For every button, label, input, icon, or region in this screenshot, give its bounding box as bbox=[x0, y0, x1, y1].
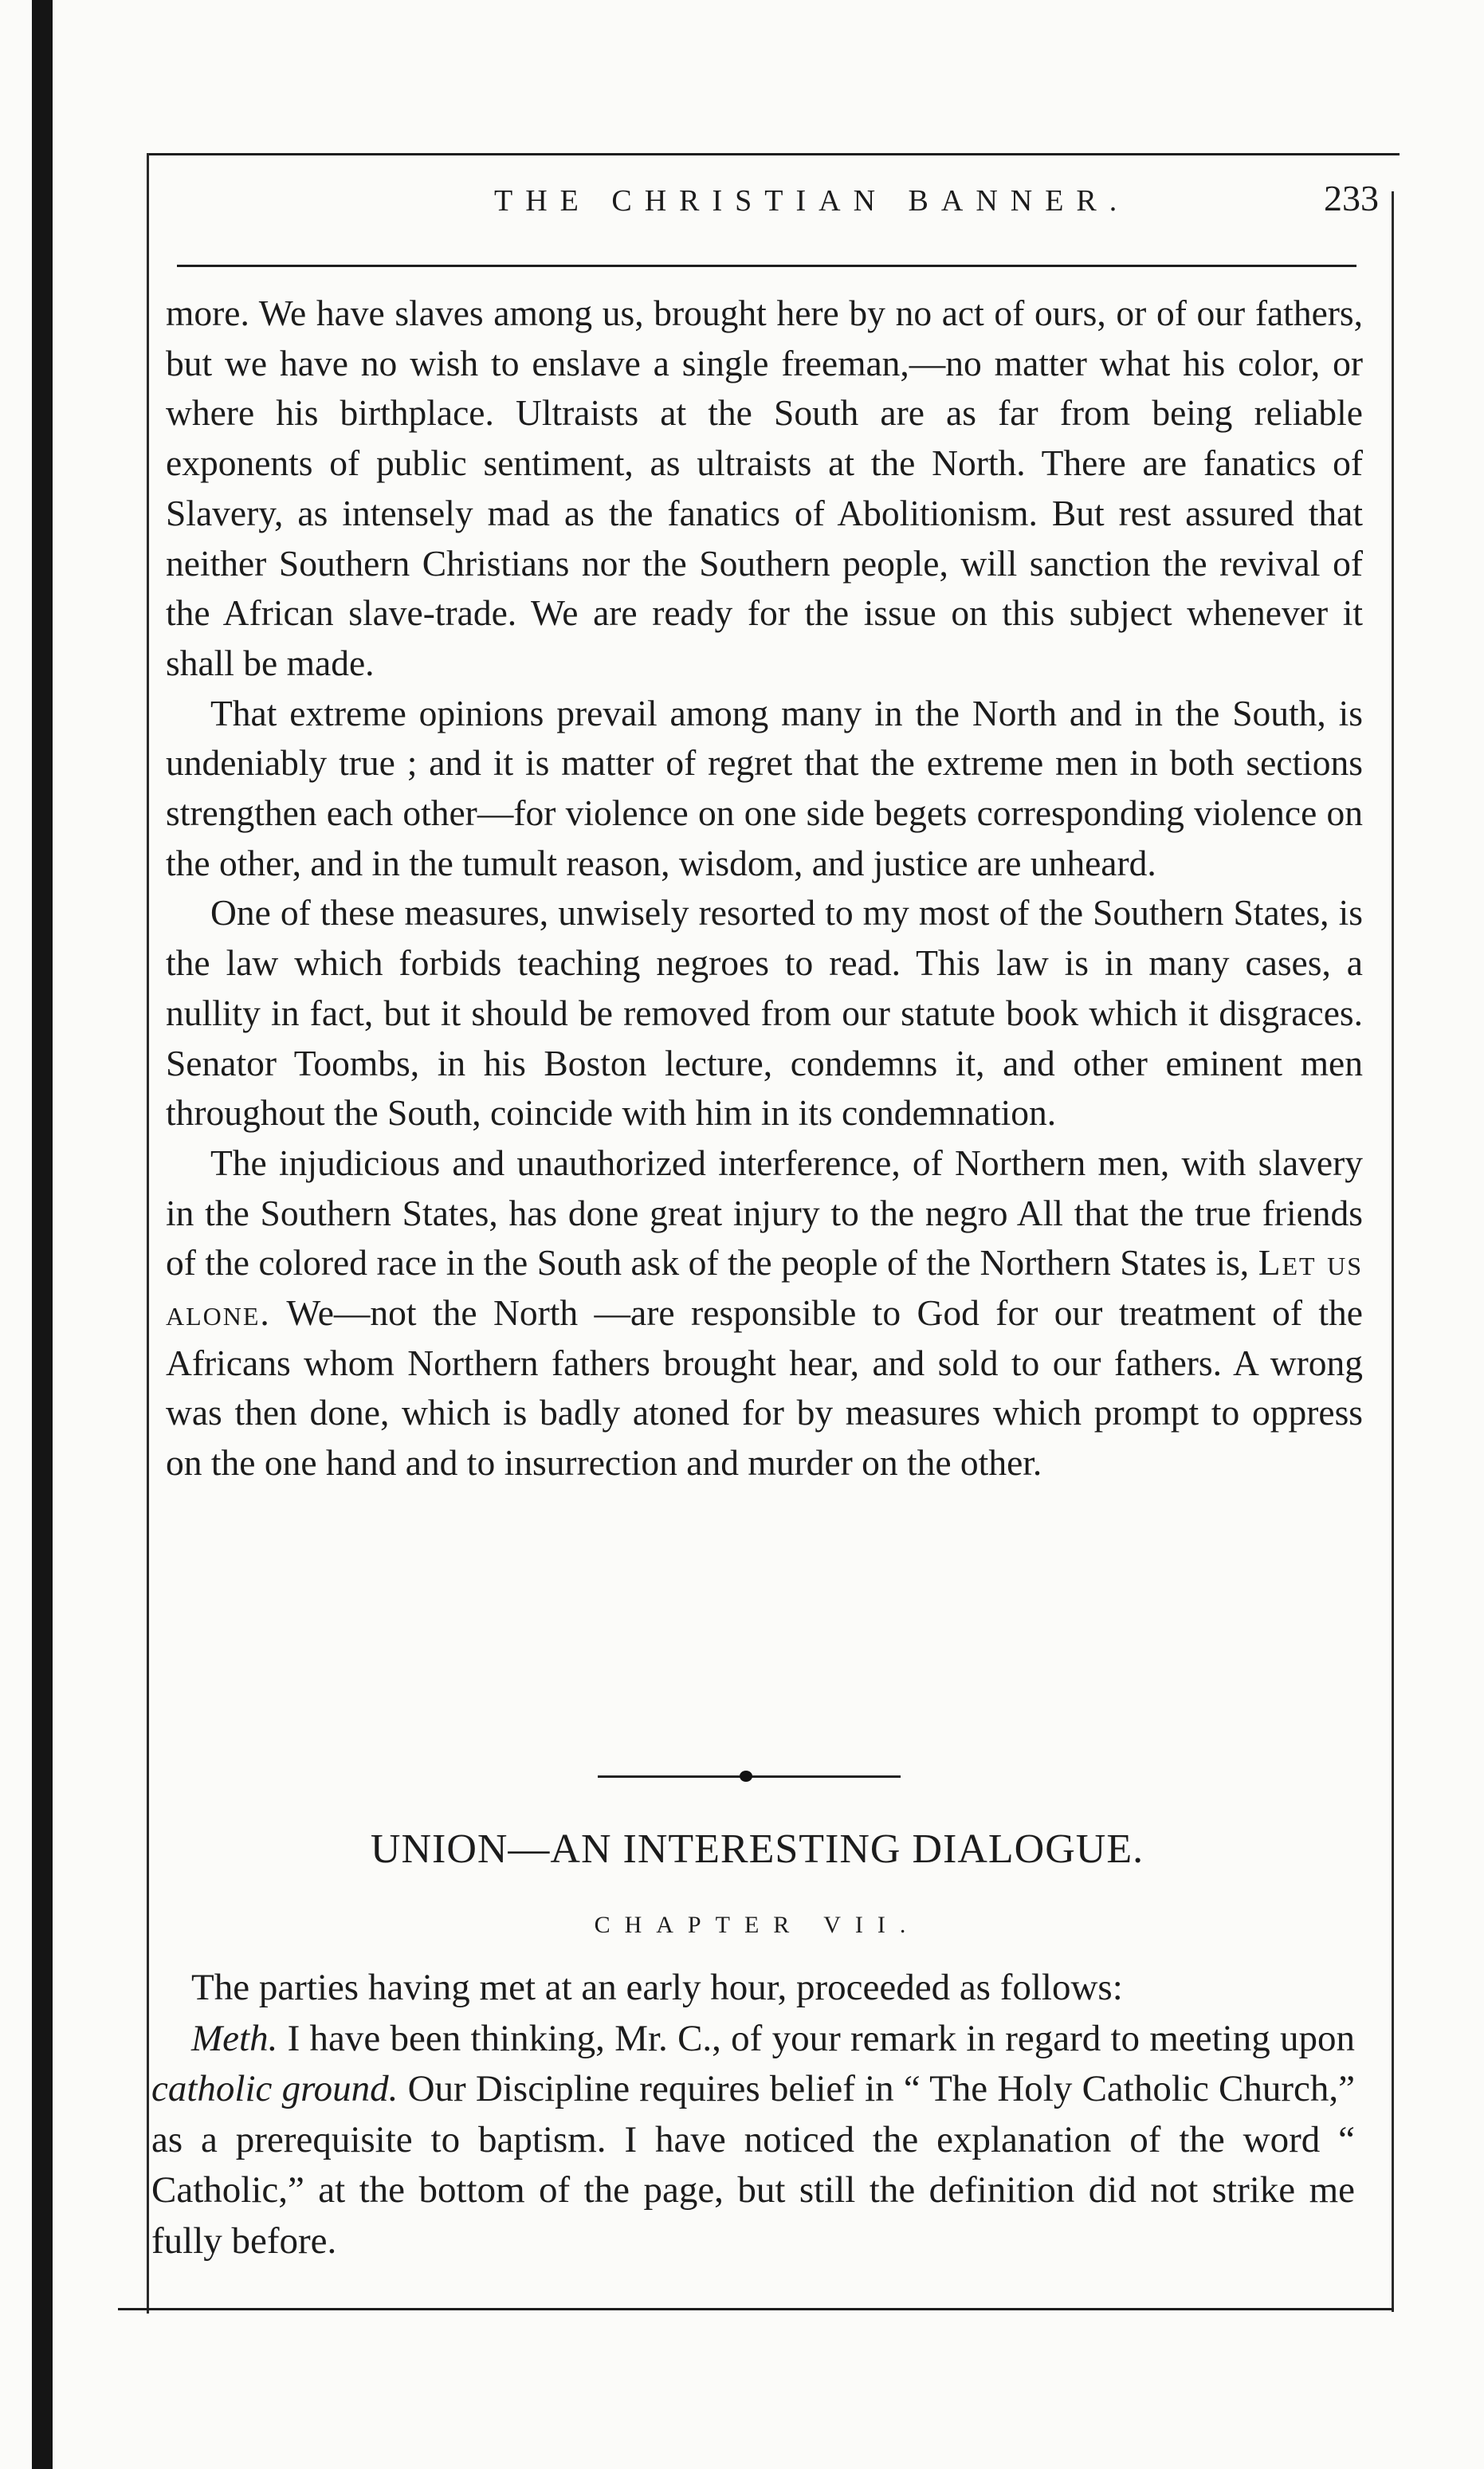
section-heading: UNION—AN INTERESTING DIALOGUE. bbox=[370, 1826, 1144, 1872]
chapter-label: CHAPTER VII. bbox=[594, 1912, 921, 1938]
paragraph: One of these measures, unwisely resorted to my most of the Southern States, is the law which forbids teaching negroes to read. This law is in many cases, a nullity in fact, but it should be removed from our statute book which it disgraces. Senator Toombs, in his Boston lecture, condemns it, and other eminent men throughout the South, coincide with him in its condemnation. bbox=[166, 892, 1363, 1134]
page-number: 233 bbox=[1324, 178, 1379, 218]
running-title: THE CHRISTIAN BANNER. bbox=[494, 184, 1130, 218]
bottom-border-rule bbox=[118, 2308, 1393, 2310]
dialogue-text: I have been thinking, Mr. C., of your remark in regard to meeting upon bbox=[277, 2017, 1355, 2059]
speaker-label: Meth. bbox=[191, 2017, 278, 2059]
small-caps-phrase: Let us alone. bbox=[166, 1242, 1363, 1334]
paragraph-text: We—not the North —are responsible to God for our treatment of the Africans whom Northern fathers brought hear, and sold to our fathers. A wrong was then done, which is badly atoned for by measures which prompt to oppress on the one hand and to insurrection and murder on the other. bbox=[166, 1292, 1363, 1484]
dialogue-paragraph bbox=[151, 2014, 1355, 2267]
header-rule bbox=[177, 265, 1356, 267]
paragraph: more. We have slaves among us, brought here by no act of ours, or of our fathers, but we have no wish to enslave a single freeman,—no matter what his color, or where his birthplace. Ultraists at the South are as far from being reliable exponents of public sentiment, as ultraists at the North. There are fanatics of Slavery, as intensely mad as the fanatics of Abolitionism. But rest assured that neither Southern Christians nor the Southern people, will sanction the revival of the African slave-trade. We are ready for the issue on this subject whenever it shall be made. bbox=[166, 293, 1363, 683]
paragraph-text: The injudicious and unauthorized interference, of Northern men, with slavery in the Southern States, has done great injury to the negro All that the true friends of the colored race in the South ask of the people of the Northern States is, bbox=[166, 1142, 1363, 1284]
dialogue-intro: The parties having met at an early hour, proceeded as follows: bbox=[191, 1967, 1123, 2008]
dialogue-text: Our Discipline requires belief in “ The Holy Catholic Church,” as a prerequisite to baptism. I have noticed the explanation of the word “ Catholic,” at the bottom of the page, but still the definition did not strike me fully before. bbox=[151, 2068, 1355, 2262]
top-border-rule bbox=[148, 153, 1400, 155]
section-divider-ornament bbox=[598, 1768, 901, 1784]
binding-edge bbox=[32, 0, 53, 2469]
paragraph: That extreme opinions prevail among many in the North and in the South, is undeniably true ; and it is matter of regret that the extreme men in both sections strengthen each other—for violence on one side begets corresponding violence on the other, and in the tumult reason, wisdom, and justice are unheard. bbox=[166, 692, 1363, 883]
right-border-line bbox=[1392, 191, 1394, 2312]
dialogue-body bbox=[151, 1963, 1355, 2267]
running-header bbox=[167, 177, 1379, 241]
left-border-line bbox=[147, 153, 149, 2314]
article-body bbox=[166, 289, 1363, 1488]
emphasis-phrase: catholic ground. bbox=[151, 2068, 398, 2109]
paragraph bbox=[166, 1138, 1363, 1488]
divider-dot bbox=[740, 1771, 752, 1782]
